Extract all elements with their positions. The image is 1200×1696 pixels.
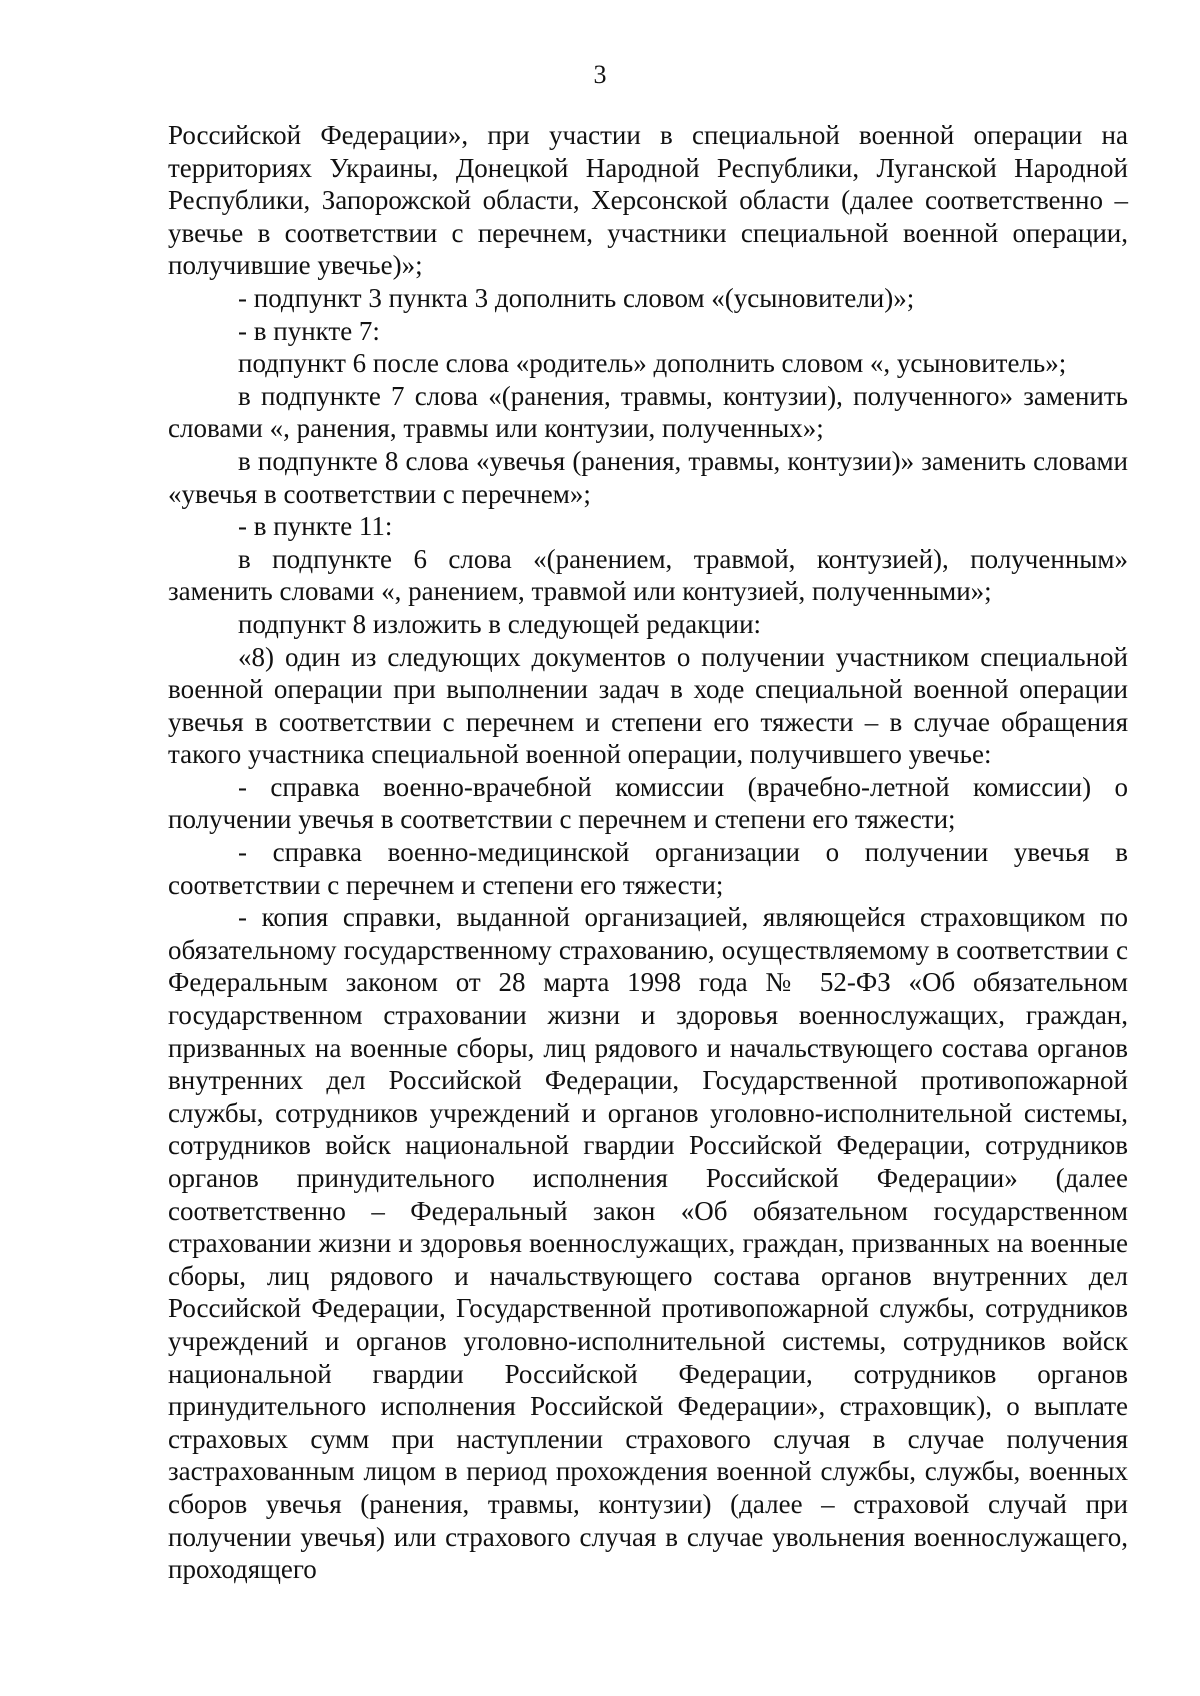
paragraph: «8) один из следующих документов о получении участником специальной военной операции при выполнении задач в ходе специальной военной операции увечья в соответствии с перечнем и степени его тяжести – в случае обращения такого участника специальной военной операции, получившего увечье: <box>168 641 1128 770</box>
paragraph: - в пункте 11: <box>238 511 393 542</box>
paragraph: - в пункте 7: <box>238 315 380 346</box>
paragraph: - справка военно-врачебной комиссии (врачебно-летной комиссии) о получении увечья в соответствии с перечнем и степени его тяжести; <box>168 771 1128 835</box>
paragraph: подпункт 6 после слова «родитель» дополнить словом «, усыновитель»; <box>238 348 1067 379</box>
document-body <box>168 119 1128 1586</box>
paragraph: подпункт 8 изложить в следующей редакции: <box>238 608 762 639</box>
paragraph: - подпункт 3 пункта 3 дополнить словом «(усыновители)»; <box>238 282 915 313</box>
page-number: 3 <box>593 60 607 89</box>
paragraph: в подпункте 7 слова «(ранения, травмы, контузии), полученного» заменить словами «, ранения, травмы или контузии, полученных»; <box>168 380 1128 444</box>
paragraph: - справка военно-медицинской организации о получении увечья в соответствии с перечнем и степени его тяжести; <box>168 837 1128 900</box>
paragraph: в подпункте 6 слова «(ранением, травмой, контузией), полученным» заменить словами «, ранением, травмой или контузией, полученными»; <box>168 543 1128 607</box>
paragraph: в подпункте 8 слова «увечья (ранения, травмы, контузии)» заменить словами «увечья в соответствии с перечнем»; <box>168 445 1128 509</box>
paragraph: - копия справки, выданной организацией, являющейся страховщиком по обязательному государственному страхованию, осуществляемому в соответствии с Федеральным законом от 28 марта 1998 года № 52-ФЗ «Об обязательном государственном страховании жизни и здоровья военнослужащих, граждан, призванных на военные сборы, лиц рядового и начальствующего состава органов внутренних дел Российской Федерации, Государственной противопожарной службы, сотрудников учреждений и органов уголовно-исполнительной системы, сотрудников войск национальной гвардии Российской Федерации, сотрудников органов принудительного исполнения Российской Федерации» (далее соответственно – Федеральный закон «Об обязательном государственном страховании жизни и здоровья военнослужащих, граждан, призванных на военные сборы, лиц рядового и начальствующего состава органов внутренних дел Российской Федерации, Государственной противопожарной службы, сотрудников учреждений и органов уголовно-исполнительной системы, сотрудников войск национальной гвардии Российской Федерации, сотрудников органов принудительного исполнения Российской Федерации», страховщик), о выплате страховых сумм при наступлении страхового случая в случае получения застрахованным лицом в период прохождения военной службы, службы, военных сборов увечья (ранения, травмы, контузии) (далее – страховой случай при получении увечья) или страхового случая в случае увольнения военнослужащего, проходящего <box>168 902 1128 1585</box>
paragraph: Российской Федерации», при участии в специальной военной операции на территориях Украины, Донецкой Народной Республики, Луганской Народной Республики, Запорожской области, Херсонской области (далее соответственно – увечье в соответствии с перечнем, участники специальной военной операции, получившие увечье)»; <box>168 120 1128 281</box>
